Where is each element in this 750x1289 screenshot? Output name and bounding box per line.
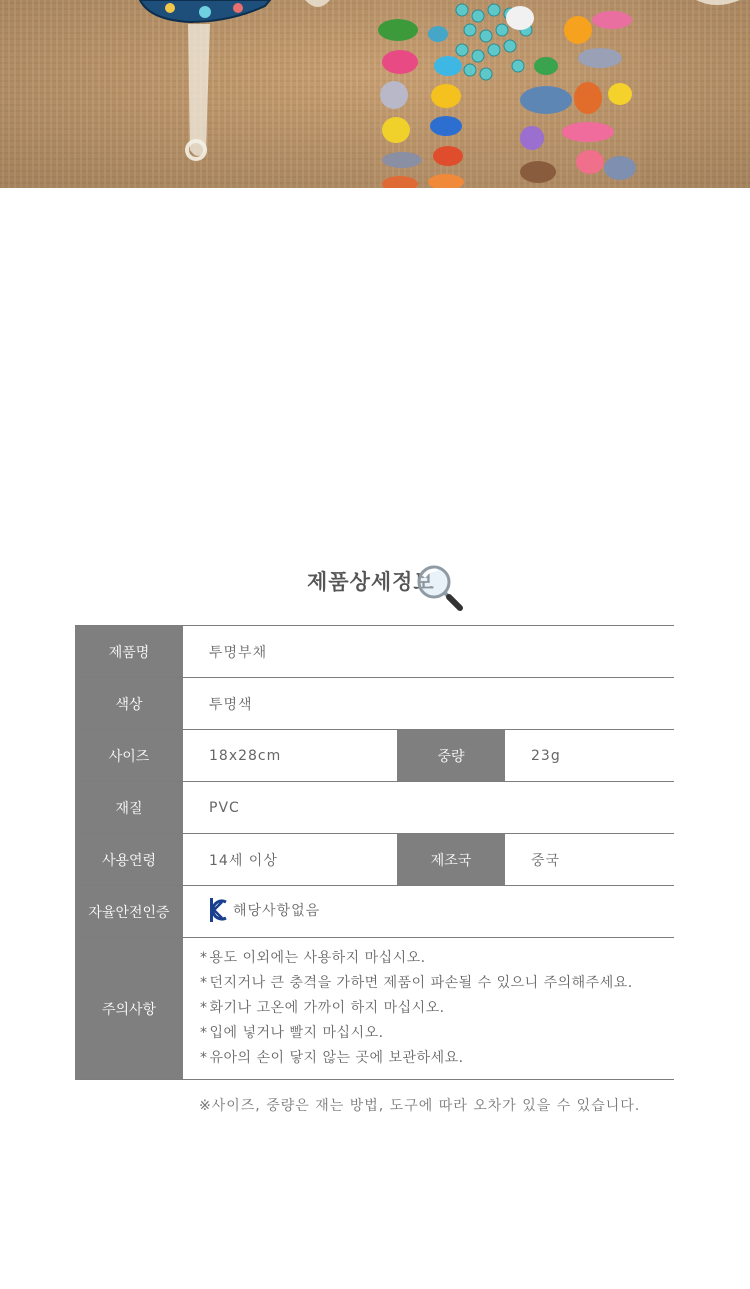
caution-item: * 화기나 고온에 가까이 하지 마십시오.	[200, 996, 674, 1021]
cert-cell	[183, 886, 674, 938]
product-name-value: 투명부채	[183, 626, 674, 678]
material-label: 재질	[75, 782, 183, 834]
origin-value: 중국	[505, 834, 674, 886]
age-value: 14세 이상	[183, 834, 397, 886]
size-value: 18x28cm	[183, 730, 397, 782]
age-label: 사용연령	[75, 834, 183, 886]
caution-cell	[183, 938, 674, 1080]
section-heading	[0, 560, 750, 610]
product-name-label: 제품명	[75, 626, 183, 678]
spec-row-certification	[75, 886, 674, 938]
section-title: 제품상세정보	[307, 570, 435, 594]
material-value: PVC	[183, 782, 674, 834]
caution-list	[200, 938, 674, 1079]
spec-table	[75, 625, 674, 1080]
cert-value: 해당사항없음	[233, 902, 321, 919]
caution-label: 주의사항	[75, 938, 183, 1080]
spec-row-product-name	[75, 626, 674, 678]
origin-label: 제조국	[397, 834, 505, 886]
kc-mark-icon	[209, 897, 229, 923]
product-photo-illustration	[0, 0, 750, 188]
spec-row-size	[75, 730, 674, 782]
weight-value: 23g	[505, 730, 674, 782]
caution-item: * 던지거나 큰 충격을 가하면 제품이 파손될 수 있으니 주의해주세요.	[200, 971, 674, 996]
magnifier-icon	[414, 562, 466, 614]
weight-label: 중량	[397, 730, 505, 782]
product-photo	[0, 0, 750, 188]
color-value: 투명색	[183, 678, 674, 730]
spec-row-color	[75, 678, 674, 730]
cert-value-group	[209, 897, 320, 923]
measurement-note: ※사이즈, 중량은 재는 방법, 도구에 따라 오차가 있을 수 있습니다.	[199, 1098, 641, 1114]
caution-item: * 유아의 손이 닿지 않는 곳에 보관하세요.	[200, 1046, 674, 1071]
spec-row-cautions	[75, 938, 674, 1080]
caution-item: * 용도 이외에는 사용하지 마십시오.	[200, 946, 674, 971]
spec-row-material	[75, 782, 674, 834]
caution-item: * 입에 넣거나 빨지 마십시오.	[200, 1021, 674, 1046]
cert-label: 자율안전인증	[75, 886, 183, 938]
spec-row-age	[75, 834, 674, 886]
color-label: 색상	[75, 678, 183, 730]
size-label: 사이즈	[75, 730, 183, 782]
